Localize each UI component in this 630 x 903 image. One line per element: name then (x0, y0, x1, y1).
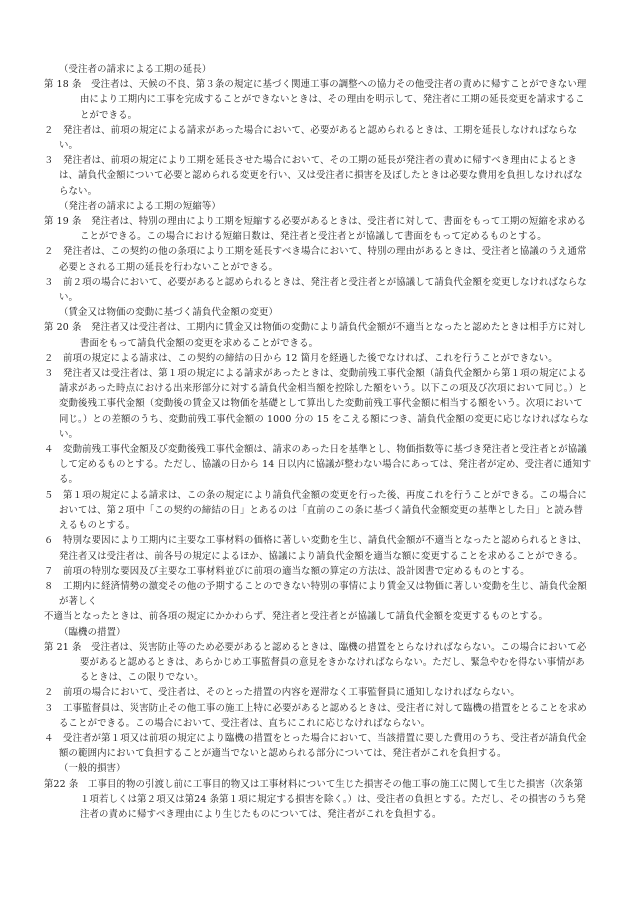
article-18: 第 18 条 受注者は、天候の不良、第３条の規定に基づく関連工事の調整への協力その他受注者の責めに帰すことができない理由により工期内に工事を完成することができないときは、その理由を明示して、発注者に工期の延長変更を請求することができる。 (44, 79, 587, 121)
article-19-item-2: ２ 発注者は、この契約の他の条項により工期を延長すべき場合において、特別の理由があるときは、受注者と協議のうえ通常必要とされる工期の延長を行わないことができる。 (44, 246, 587, 273)
article-19: 第 19 条 発注者は、特別の理由により工期を短縮する必要があるときは、受注者に対して、書面をもって工期の短縮を求めることができる。この場合における短縮日数は、発注者と受注者とが協議して書面をもって定めるものとする。 (44, 216, 587, 243)
article-20-item-6: ６ 特別な要因により工期内に主要な工事材料の価格に著しい変動を生じ、請負代金額が不適当となったと認められるときは、発注者又は受注者は、前各号の規定によるほか、協議により請負代金額を適当な額に変更することを求めることができる。 (44, 535, 587, 562)
article-20: 第 20 条 発注者又は受注者は、工期内に賃金又は物価の変動により請負代金額が不適当となったと認めたときは相手方に対し書面をもって請負代金額の変更を求めることができる。 (44, 322, 587, 349)
article-20-item-7: ７ 前項の特別な要因及び主要な工事材料並びに前項の適当な額の算定の方法は、設計図書で定めるものとする。 (44, 565, 530, 577)
article-18-item-3: ３ 発注者は、前項の規定により工期を延長させた場合において、その工期の延長が発注者の責めに帰すべき理由によるときは、請負代金額について必要と認められる変更を行い、又は受注者に損害を及ぼしたときは必要な費用を負担しなければならない。 (44, 155, 583, 197)
section-heading: （臨機の措置） (59, 626, 126, 638)
section-heading: （一般的損害） (59, 763, 126, 775)
article-21-item-4: ４ 受注者が第１項又は前項の規定により臨機の措置をとった場合において、当該措置に要した費用のうち、受注者が請負代金額の範囲内において負担することが適当でないと認められる部分については、発注者がこれを負担する。 (44, 732, 587, 760)
article-21-item-2: ２ 前項の場合において、受注者は、そのとった措置の内容を遅滞なく工事監督員に通知しなければならない。 (44, 687, 520, 699)
article-20-item-8-continuation: 不適当となったときは、前各項の規定にかかわらず、発注者と受注者とが協議して請負代金額を変更するものとする。 (44, 611, 549, 623)
article-22: 第22 条 工事目的物の引渡し前に工事目的物又は工事材料について生じた損害その他工事の施工に関して生じた損害（次条第１項若しくは第２項又は第24 条第１項に規定する損害を除く。）は、受注者の負担とする。ただし、その損害のうち発注者の責めに帰すべき理由により生じたものについては、発注者がこれを負担する。 (44, 778, 586, 820)
section-heading: （賃金又は物価の変動に基づく請負代金額の変更） (59, 307, 279, 319)
article-19-item-3: ３ 前２項の場合において、必要があると認められるときは、発注者と受注者とが協議して請負代金額を変更しなければならない。 (44, 276, 587, 304)
article-20-item-8: ８ 工期内に経済情勢の激変その他の予期することのできない特別の事情により賃金又は物価に著しい変動を生じ、請負代金額が著しく (44, 580, 587, 608)
article-18-item-2: ２ 発注者は、前項の規定による請求があった場合において、必要があると認められるときは、工期を延長しなければならない。 (44, 124, 578, 152)
article-20-item-3: ３ 発注者又は受注者は、第１項の規定による請求があったときは、変動前残工事代金額（請負代金額から第１項の規定による請求があった時点における出来形部分に対する請負代金相当額を控除した額をいう。以下この項及び次項において同じ。）と変動後残工事代金額（変動後の賃金又は物価を基礎として算出した変動前残工事代金額に相当する額をいう。次項において同じ。）との差額のうち、変動前残工事代金額の 1000 分の 15 をこえる額につき、請負代金額の変更に応じなければならない。 (44, 368, 589, 440)
article-21: 第 21 条 受注者は、災害防止等のため必要があると認めるときは、臨機の措置をとらなければならない。この場合において必要があると認めるときは、あらかじめ工事監督員の意見をきかなければならない。ただし、緊急やむを得ない事情があるときは、この限りでない。 (44, 641, 587, 684)
article-20-item-4: ４ 変動前残工事代金額及び変動後残工事代金額は、請求のあった日を基準とし、物価指数等に基づき発注者と受注者とが協議して定めるものとする。ただし、協議の日から 14 日以内に協議が整わない場合にあっては、発注者が定め、受注者に通知する。 (44, 444, 592, 486)
section-heading: （発注者の請求による工期の短縮等） (59, 200, 221, 212)
section-heading: （受注者の請求による工期の延長） (59, 64, 212, 75)
article-21-item-3: ３ 工事監督員は、災害防止その他工事の施工上特に必要があると認めるときは、受注者に対して臨機の措置をとることを求めることができる。この場合において、受注者は、直ちにこれに応じなければならない。 (44, 702, 587, 729)
article-20-item-5: ５ 第１項の規定による請求は、この条の規定により請負代金額の変更を行った後、再度これを行うことができる。この場合においては、第２項中「この契約の締結の日」とあるのは「直前のこの条に基づく請負代金額変更の基準とした日」と読み替えるものとする。 (44, 489, 587, 532)
article-20-item-2: ２ 前項の規定による請求は、この契約の締結の日から 12 箇月を経過した後でなければ、これを行うことができない。 (44, 352, 558, 364)
